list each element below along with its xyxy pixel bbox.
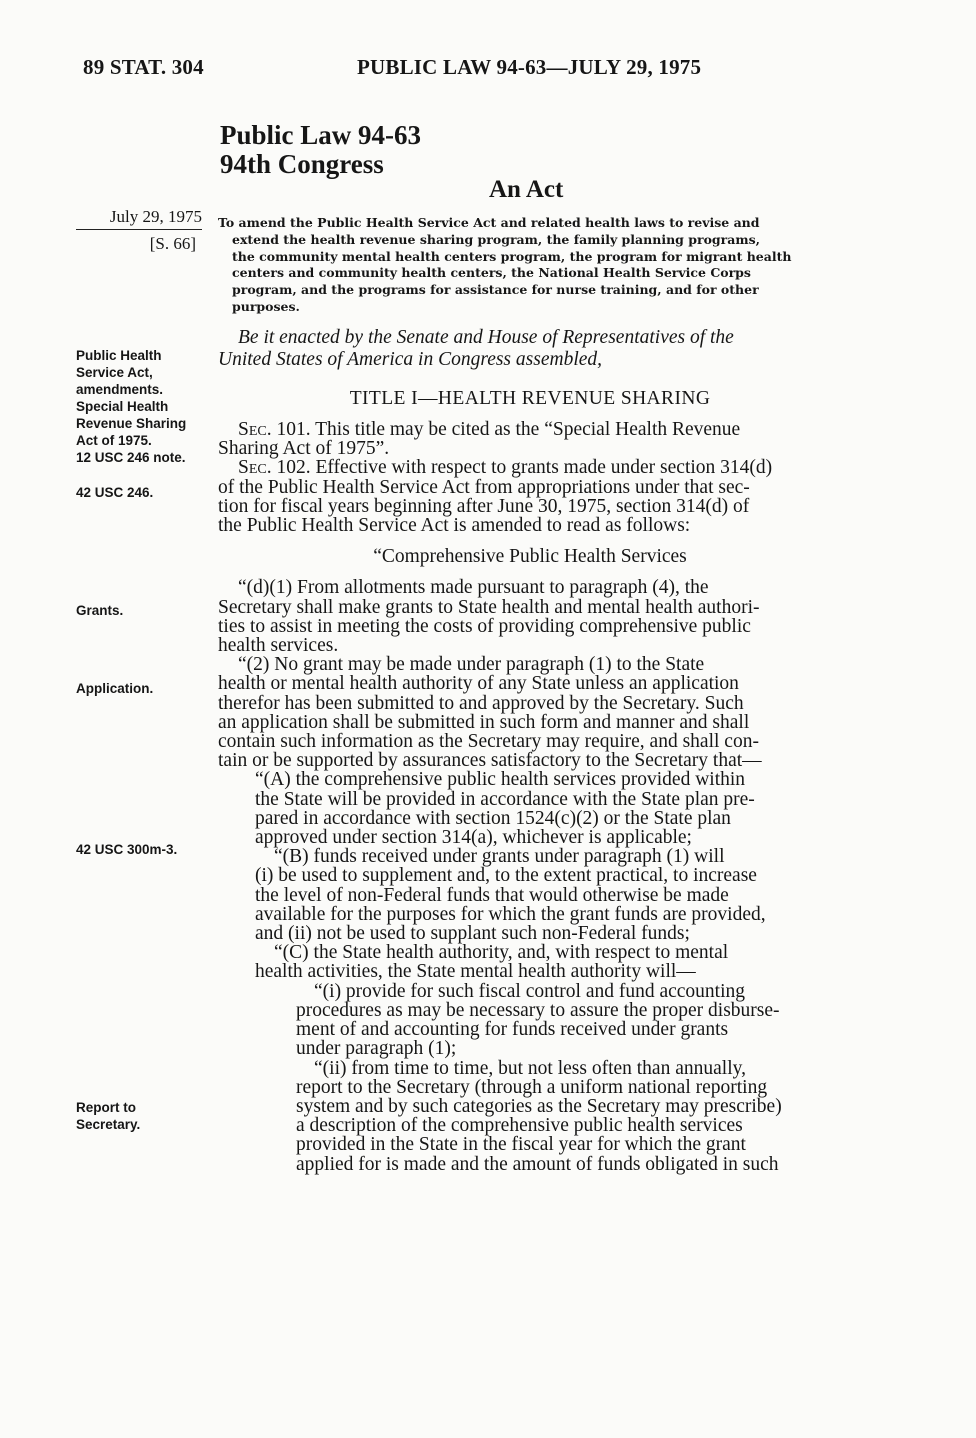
margin-note-application: Application. [76,681,154,696]
paragraph-d1-line: ties to assist in meeting the costs of providing comprehensive public [218,615,751,637]
margin-note-line: amendments. [76,382,164,397]
clause-c-line: “(C) the State health authority, and, with respect to mental [274,942,729,964]
margin-note-line: Service Act, [76,365,153,380]
bill-number: [S. 66] [149,234,196,253]
clause-b-line: (i) be used to supplement and, to the extent practical, to increase [255,865,757,887]
congress-number: 94th Congress [220,149,384,179]
section-102-line: tion for fiscal years beginning after June 30, 1975, section 314(d) of [218,495,750,517]
margin-note-line: 12 USC 246 note. [76,450,186,465]
paragraph-d2-line: tain or be supported by assurances satisfactory to the Secretary that— [218,750,762,772]
section-label: Sec. 101. [238,419,311,440]
clause-ci-line: ment of and accounting for funds received under grants [296,1019,729,1041]
act-purpose [218,215,842,316]
clause-ci-line: procedures as may be necessary to assure the proper disburse- [296,999,780,1021]
clause-b-line: “(B) funds received under grants under paragraph (1) will [274,846,725,868]
margin-note-line: Public Health [76,348,162,363]
margin-note-usc-300m3: 42 USC 300m-3. [76,842,178,857]
clause-ci-line: under paragraph (1); [296,1038,457,1060]
margin-note-line: Act of 1975. [76,433,152,448]
margin-note-line: Report to [76,1100,136,1115]
section-101-line: Sharing Act of 1975”. [218,438,390,460]
paragraph-d1-line: health services. [218,635,339,657]
margin-note-line: Secretary. [76,1117,141,1132]
public-law-number: Public Law 94-63 [220,120,422,150]
clause-a-line: the State will be provided in accordance with the State plan pre- [255,788,755,810]
stat-reference: 89 STAT. 304 [83,55,204,79]
enactment-date: July 29, 1975 [76,207,202,230]
clause-b-line: available for the purposes for which the grant funds are provided, [255,903,766,925]
section-text: This title may be cited as the “Special Health Revenue [310,419,741,440]
margin-note-grants: Grants. [76,603,124,618]
running-header: PUBLIC LAW 94-63—JULY 29, 1975 [357,55,702,79]
act-heading: An Act [489,176,564,203]
margin-note-report [76,1099,216,1133]
paragraph-d1-line: “(d)(1) From allotments made pursuant to paragraph (4), the [238,577,709,599]
section-text: Effective with respect to grants made under section 314(d) [310,457,773,479]
clause-a-line: “(A) the comprehensive public health services provided within [255,769,746,791]
enacting-line: Be it enacted by the Senate and House of Representatives of the [238,327,734,348]
paragraph-d2-line: health or mental health authority of any State unless an application [218,673,739,695]
section-102-line [218,458,842,477]
clause-cii-line: a description of the comprehensive public health services [296,1115,743,1137]
section-102-line: of the Public Health Service Act from appropriations under that sec- [218,476,750,498]
purpose-line: program, and the programs for assistance for nurse training, and for other [232,282,759,298]
clause-b-line: and (ii) not be used to supplant such non-Federal funds; [255,923,690,945]
clause-cii-line: “(ii) from time to time, but not less often than annually, [314,1057,746,1079]
title-heading: TITLE I—HEALTH REVENUE SHARING [349,388,711,409]
clause-cii-line: system and by such categories as the Secretary may prescribe) [296,1095,782,1117]
margin-note-usc-246: 42 USC 246. [76,485,154,500]
clause-a-line: pared in accordance with section 1524(c)(2) or the State plan [255,807,731,829]
paragraph-d1-line: Secretary shall make grants to State health and mental health authori- [218,596,760,618]
margin-note-line: Special Health [76,399,169,414]
clause-cii-line: applied for is made and the amount of funds obligated in such [296,1153,779,1175]
purpose-line: purposes. [232,298,300,314]
clause-cii-line: provided in the State in the fiscal year for which the grant [296,1134,746,1156]
clause-a-line: approved under section 314(a), whichever is applicable; [255,827,692,849]
subsection-heading: “Comprehensive Public Health Services [373,546,687,568]
clause-c-line: health activities, the State mental health authority will— [255,961,696,983]
margin-note-line: Revenue Sharing [76,416,187,431]
section-label: Sec. 102. [238,457,311,479]
clause-ci-line: “(i) provide for such fiscal control and fund accounting [314,980,746,1002]
margin-note-short-title [76,347,216,466]
paragraph-d2-line: an application shall be submitted in such form and manner and shall [218,711,750,733]
paragraph-d2-line: therefor has been submitted to and approved by the Secretary. Such [218,692,744,714]
purpose-line: extend the health revenue sharing program, the family planning programs, [232,231,760,247]
purpose-line: centers and community health centers, the National Health Service Corps [232,265,751,281]
purpose-line: To amend the Public Health Service Act and related health laws to revise and [218,215,760,230]
paragraph-d2-line: contain such information as the Secretary may require, and shall con- [218,731,759,753]
statute-body [218,420,842,1174]
enacting-line: United States of America in Congress assembled, [218,349,603,370]
section-102-line: the Public Health Service Act is amended to read as follows: [218,515,691,537]
clause-b-line: the level of non-Federal funds that would otherwise be made [255,884,729,906]
section-101-line [218,420,842,439]
enacting-clause [218,327,842,371]
purpose-line: the community mental health centers program, the program for migrant health [232,248,792,264]
enactment-date-block [76,207,202,254]
paragraph-d2-line: “(2) No grant may be made under paragraph (1) to the State [238,654,705,676]
clause-cii-line: report to the Secretary (through a uniform national reporting [296,1076,768,1098]
